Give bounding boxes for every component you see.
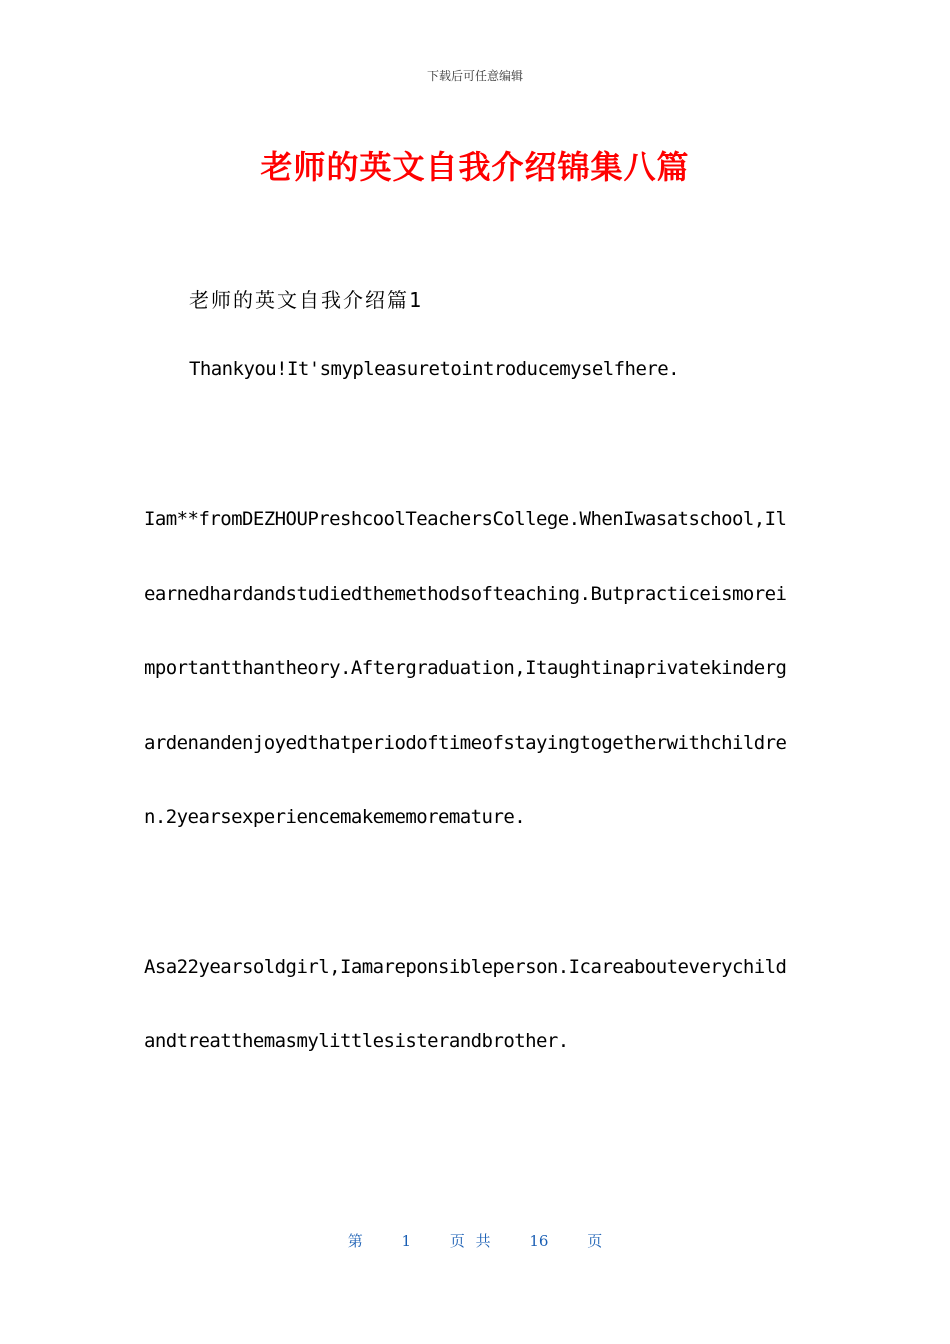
paragraph2-line: andtreatthemasmylittlesisterandbrother. [144,1030,569,1052]
footer-suffix: 页 [587,1232,603,1250]
paragraph1-line: n.2yearsexperiencemakememoremature. [144,806,526,828]
footer-prefix: 第 [347,1232,363,1250]
footer-middle: 页 共 [449,1232,491,1250]
paragraph1-line: Iam**fromDEZHOUPreshcoolTeachersCollege.WhenIwasatschool,Il [144,508,787,530]
footer-page-number: 1 [401,1232,412,1250]
page-footer [0,1230,950,1251]
document-title: 老师的英文自我介绍锦集八篇 [260,148,690,186]
section-heading: 老师的英文自我介绍篇1 [189,288,424,312]
header-note: 下载后可任意编辑 [426,69,523,83]
paragraph1-line: mportantthantheory.Aftergraduation,Itaughtinaprivatekinderg [144,657,787,679]
intro-line: Thankyou!It'smypleasuretointroducemyselfhere. [189,358,680,380]
paragraph1-line: earnedhardandstudiedthemethodsofteaching.Butpracticeismorei [144,583,787,605]
footer-total-pages: 16 [529,1232,549,1250]
paragraph2-line: Asa22yearsoldgirl,Iamareponsibleperson.Icareabouteverychild [144,956,787,978]
paragraph1-line: ardenandenjoyedthatperiodoftimeofstayingtogetherwithchildre [144,732,787,754]
